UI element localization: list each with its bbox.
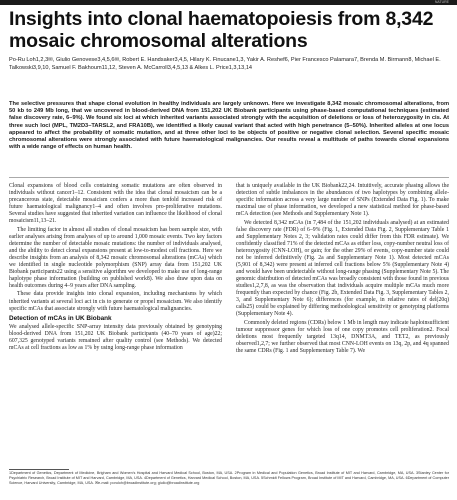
- body-paragraph: We analysed allele-specific SNP-array intensity data previously obtained by genotyping blood-derived DNA from 151,202 UK Biobank participants (40–70 years of age)22; 607,325 genotyped variants remained after quality control (see Methods). We detected mCAs at cell fractions as low as 1% by using long-range phase information: [9, 323, 222, 351]
- body-paragraph: We detected 8,342 mCAs (in 7,484 of the 151,202 individuals analysed) at an estimated false discovery rate (FDR) of 6–9% (Fig. 1, Extended Data Fig. 2, Supplementary Table 1 and Supplementary Notes 2, 3; validation rates could differ from this FDR estimate). We confidently classified 71% of the detected mCAs as either loss, copy-number neutral loss of heterozygosity (CNN-LOH), or gain; for the other 29% of events, copy-number state could not be inferred definitively (Fig. 2a and Supplementary Note 1). Most detected mCAs (5,901 of 8,342) were present at inferred cell fractions below 5% (Supplementary Note 4) and would have been undetectable without long-range phasing (Supplementary Note 5). The genomic distribution of detected mCAs was broadly consistent with those found in previous studies1,2,7,8, as was the observation that individuals acquire multiple mCAs much more frequently than expected by chance (Fig. 2b, Extended Data Fig. 3, Supplementary Tables 2, 3, and Supplementary Note 6); differences (for example, in relative rates of del(20q) calls25) could be explained by differing methodological sensitivity or genotyping platforms (Supplementary Note 4).: [236, 219, 449, 318]
- body-paragraph: Commonly deleted regions (CDRs) below 1 Mb in length may indicate haploinsufficient tumour suppressor genes for which loss of one copy promotes cell proliferation2. Focal deletions most frequently targeted 13q14, DNMT3A, and TET2, as previously observed1,2,7; we further observed that most CNN-LOH events on 13q, 2p, and 4q spanned the same CDRs (Fig. 1 and Supplementary Table 7). We: [236, 319, 449, 354]
- body-paragraph: Clonal expansions of blood cells containing somatic mutations are often observed in individuals without cancer1–12. Consistent with the idea that clonal mosaicism can be a precancerous state, detectable mosaicism confers a more than tenfold increased risk of future haematological malignancy1–4 and often involves pro-proliferative mutations. Several studies have suggested that inherited variation can influence the likelihood of clonal mosaicism11,13–21.: [9, 183, 222, 225]
- journal-label: NATURE: [434, 0, 449, 4]
- body-column-left: [9, 183, 222, 353]
- abstract: The selective pressures that shape clonal evolution in healthy individuals are largely unknown. Here we investigate 8,342 mosaic chromosomal alterations, from 50 kb to 249 Mb long, that we uncovered in blood-derived DNA from 151,202 UK Biobank participants using phase-based computational techniques (estimated false discovery rate, 6–9%). We found six loci at which inherited variants associated strongly with the acquisition of deletions or loss of heterozygosity in cis. At three such loci (MPL, TM2D3–TARSL2, and FRA10B), we identified a likely causal variant that acted with high penetrance (5–50%). Inherited alleles at one locus appeared to affect the probability of somatic mutation, and at three other loci to be objects of positive or negative clonal selection. Several specific mosaic chromosomal alterations were strongly associated with future haematological malignancies. Our results reveal a multitude of paths towards clonal expansions with a wide range of effects on human health.: [9, 101, 449, 151]
- section-heading: Detection of mCAs in UK Biobank: [9, 314, 112, 322]
- body-column-right: [236, 183, 449, 356]
- author-list: Po-Ru Loh1,2,3✉, Giulio Genovese3,4,5,6✉, Robert E. Handsaker3,4,5, Hilary K. Finucane1,3, Yakir A. Reshef6, Pier Francesco Palamara7, Brenda M. Birmann8, Michael E. Talkowski3,9,10, Samuel F. Bakhoum11,12, Steven A. McCarroll3,4,5,13 & Alkes L. Price1,3,13,14: [9, 57, 441, 71]
- footnote-divider: [9, 469, 69, 470]
- journal-header-bar: [0, 0, 457, 5]
- body-paragraph: that is uniquely available in the UK Biobank22,24. Intuitively, accurate phasing allows the detection of subtle imbalances in the abundances of two haplotypes by combining allele-specific information across a very large number of SNPs (Extended Data Fig. 1). To make maximal use of phase information, we developed a new statistical method for phase-based mCA detection (see Methods and Supplementary Note 1).: [236, 183, 449, 218]
- affiliations-footnote: 1Department of Genetics, Department of Medicine, Brigham and Women's Hospital and Harvard Medical School, Boston, MA, USA. 2Program in Medical and Population Genetics, Broad Institute of MIT and Harvard, Cambridge, MA, USA. 3Stanley Center for Psychiatric Research, Broad Institute of MIT and Harvard, Cambridge, MA, USA. 4Department of Genetics, Harvard Medical School, Boston, MA, USA. 5Schmidt Fellows Program, Broad Institute of MIT and Harvard, Cambridge, MA, USA. 6Department of Computer Science, Harvard University, Cambridge, MA, USA. ✉e-mail: poruloh@broadinstitute.org; giulio@broadinstitute.org: [9, 471, 449, 485]
- body-paragraph: These data provide insights into clonal expansion, including mechanisms by which inherited variants at several loci act in cis to generate or propel mosaicism. We also identify specific mCAs that associate strongly with future haematological malignancies.: [9, 291, 222, 312]
- article-title: Insights into clonal haematopoiesis from 8,342 mosaic chromosomal alterations: [9, 8, 434, 52]
- section-divider: [9, 177, 449, 178]
- body-paragraph: The limiting factor in almost all studies of clonal mosaicism has been sample size, with earlier analyses arising from analyses of up to around 1,000 mosaic events. Two key factors determine the number of detectable mosaic mutations: the number of individuals analysed, and the ability to detect clonal expansions present at low-to-modest cell fractions. Here we describe insights from an analysis of 8,342 mosaic chromosomal alterations (mCAs) which we identified in single nucleotide polymorphism (SNP) array data from 151,202 UK Biobank participants22 using a sensitive algorithm we developed to make use of long-range haplotype phase information (building on published work8). We also draw upon data on health outcomes during 4–9 years after DNA sampling.: [9, 226, 222, 290]
